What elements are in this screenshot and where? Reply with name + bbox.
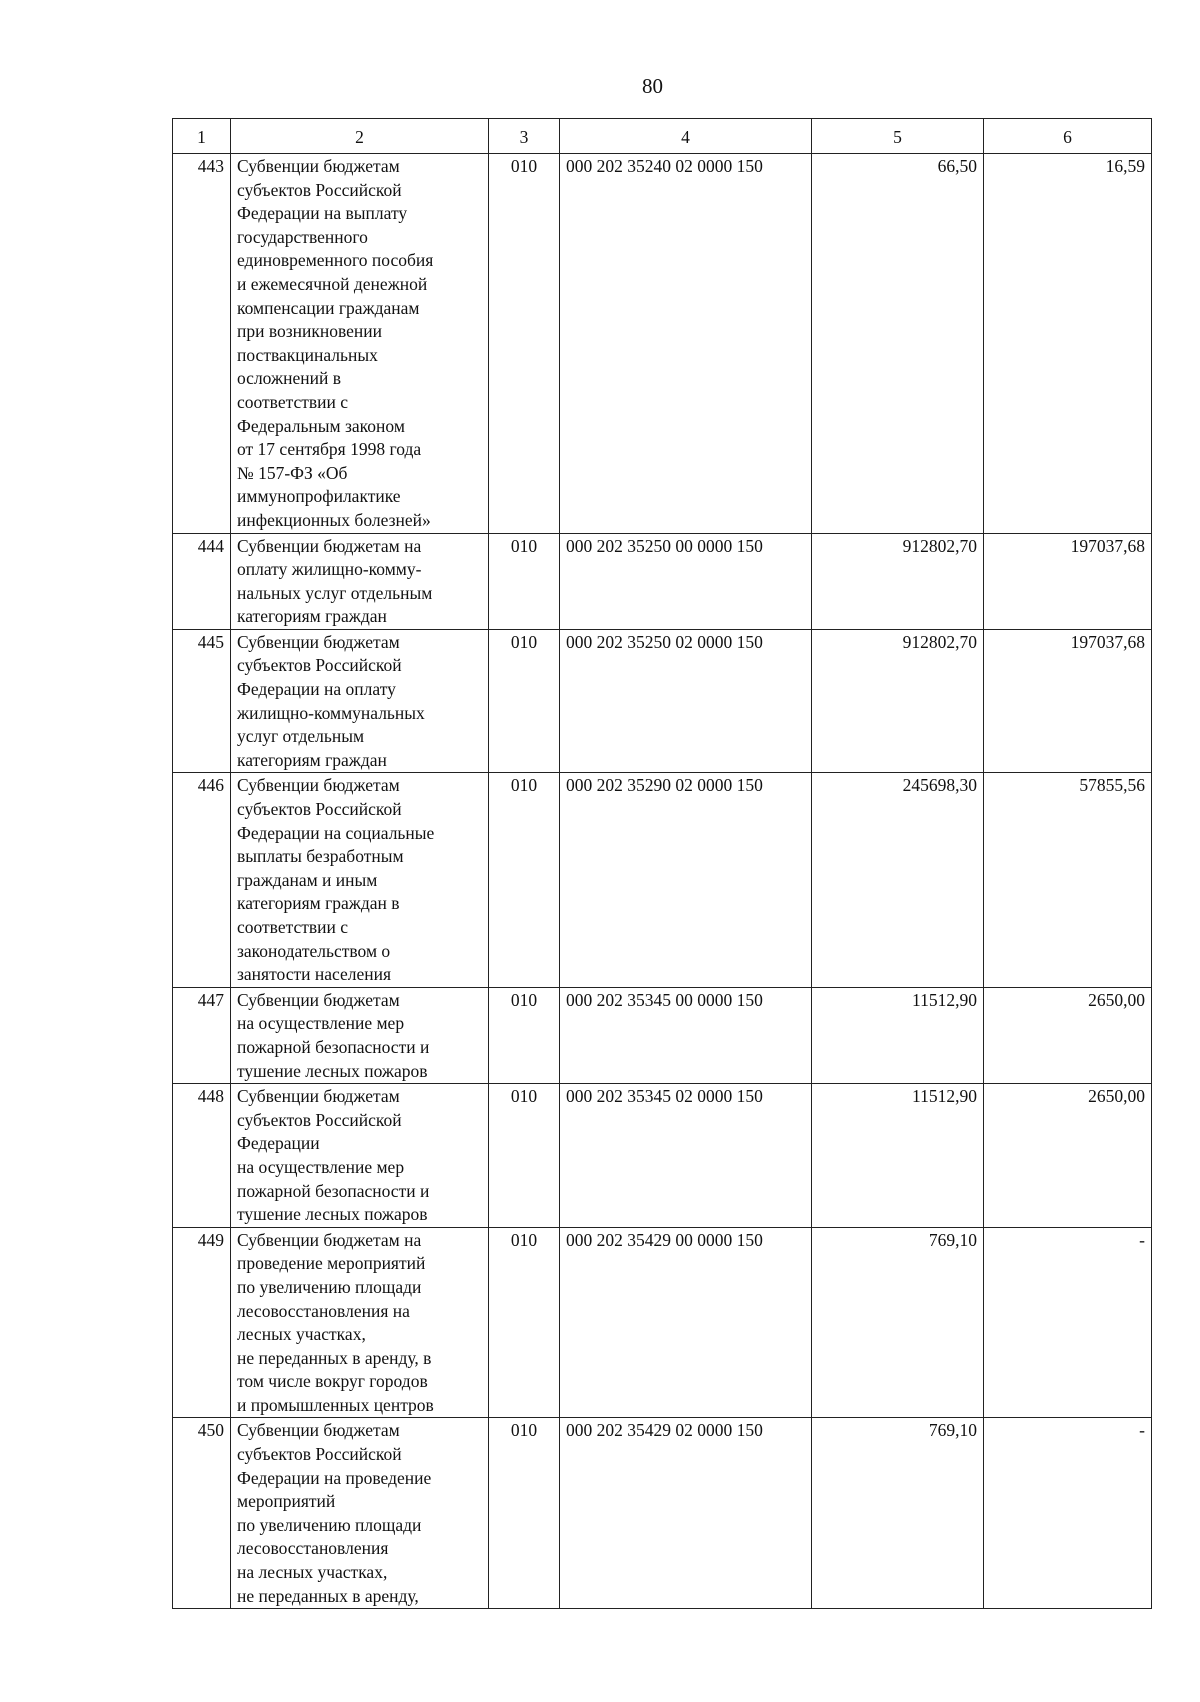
row-value-col6: 2650,00 [984,987,1152,1083]
table-row [173,154,1152,534]
table-row [173,1418,1152,1609]
table-row [173,987,1152,1083]
row-number: 445 [173,629,231,773]
row-org-code: 010 [489,629,560,773]
table-row [173,773,1152,987]
row-org-code: 010 [489,154,560,534]
row-budget-code: 000 202 35290 02 0000 150 [560,773,812,987]
row-value-col5: 11512,90 [812,987,984,1083]
row-org-code: 010 [489,533,560,629]
row-name: Субвенции бюджетам субъектов Российской Федерации на оплату жилищно-коммунальных услуг отдельным категориям граждан [231,629,489,773]
column-header: 5 [812,119,984,154]
row-value-col6: 197037,68 [984,629,1152,773]
budget-table [172,118,1152,1609]
row-name: Субвенции бюджетам на проведение мероприятий по увеличению площади лесовосстановления на лесных участках, не переданных в аренду, в том числе вокруг городов и промышленных центров [231,1227,489,1418]
page-number: 80 [642,74,663,98]
column-header: 3 [489,119,560,154]
table-row [173,1084,1152,1228]
table-body [173,154,1152,1609]
column-header: 1 [173,119,231,154]
row-number: 444 [173,533,231,629]
row-budget-code: 000 202 35429 00 0000 150 [560,1227,812,1418]
row-value-col6: 57855,56 [984,773,1152,987]
row-org-code: 010 [489,1418,560,1609]
row-budget-code: 000 202 35345 00 0000 150 [560,987,812,1083]
row-value-col6: - [984,1227,1152,1418]
row-budget-code: 000 202 35429 02 0000 150 [560,1418,812,1609]
row-value-col6: - [984,1418,1152,1609]
row-budget-code: 000 202 35345 02 0000 150 [560,1084,812,1228]
table-header-row [173,119,1152,154]
row-number: 446 [173,773,231,987]
row-value-col5: 912802,70 [812,533,984,629]
row-name: Субвенции бюджетам на оплату жилищно-комму- нальных услуг отдельным категориям граждан [231,533,489,629]
row-number: 449 [173,1227,231,1418]
row-value-col5: 912802,70 [812,629,984,773]
table-row [173,629,1152,773]
row-budget-code: 000 202 35250 02 0000 150 [560,629,812,773]
row-value-col5: 769,10 [812,1418,984,1609]
column-header: 4 [560,119,812,154]
column-header: 6 [984,119,1152,154]
row-number: 448 [173,1084,231,1228]
row-value-col5: 245698,30 [812,773,984,987]
table-row [173,533,1152,629]
row-value-col6: 197037,68 [984,533,1152,629]
row-budget-code: 000 202 35250 00 0000 150 [560,533,812,629]
row-number: 447 [173,987,231,1083]
row-name: Субвенции бюджетам субъектов Российской Федерации на проведение мероприятий по увеличению площади лесовосстановления на лесных участках, не переданных в аренду, [231,1418,489,1609]
row-number: 443 [173,154,231,534]
row-value-col6: 2650,00 [984,1084,1152,1228]
row-org-code: 010 [489,987,560,1083]
row-name: Субвенции бюджетам субъектов Российской Федерации на социальные выплаты безработным гражданам и иным категориям граждан в соответствии с законодательством о занятости населения [231,773,489,987]
row-org-code: 010 [489,1227,560,1418]
row-value-col6: 16,59 [984,154,1152,534]
row-budget-code: 000 202 35240 02 0000 150 [560,154,812,534]
row-org-code: 010 [489,773,560,987]
row-name: Субвенции бюджетам субъектов Российской Федерации на осуществление мер пожарной безопасности и тушение лесных пожаров [231,1084,489,1228]
row-value-col5: 769,10 [812,1227,984,1418]
row-value-col5: 66,50 [812,154,984,534]
table-row [173,1227,1152,1418]
row-name: Субвенции бюджетам субъектов Российской Федерации на выплату государственного единовременного пособия и ежемесячной денежной компенсации гражданам при возникновении поствакцинальных осложнений в соответствии с Федеральным законом от 17 сентября 1998 года № 157-ФЗ «Об иммунопрофилактике инфекционных болезней» [231,154,489,534]
row-org-code: 010 [489,1084,560,1228]
row-value-col5: 11512,90 [812,1084,984,1228]
row-name: Субвенции бюджетам на осуществление мер пожарной безопасности и тушение лесных пожаров [231,987,489,1083]
column-header: 2 [231,119,489,154]
row-number: 450 [173,1418,231,1609]
